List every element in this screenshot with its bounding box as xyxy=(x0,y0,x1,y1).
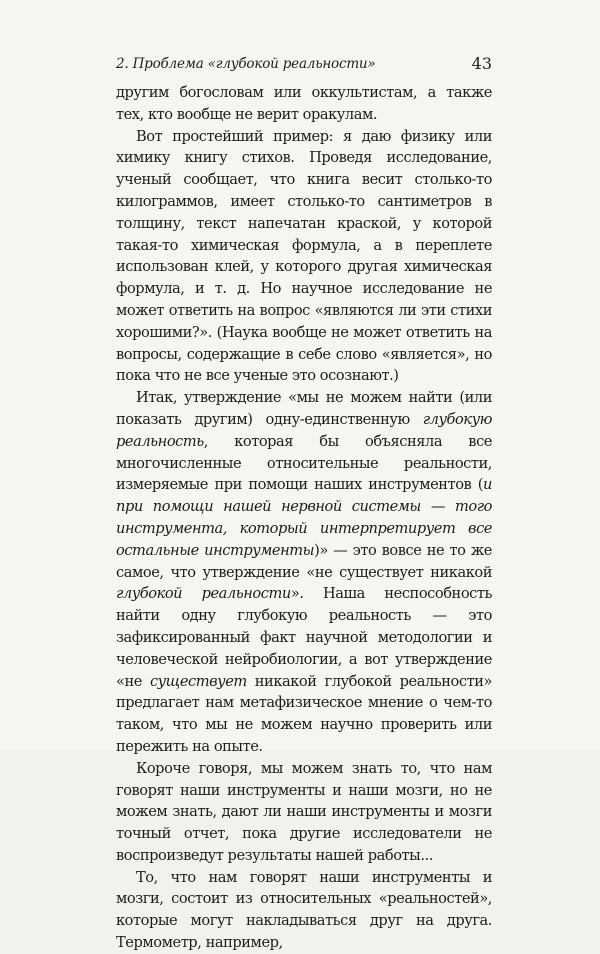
text-segment: Итак, утверждение «мы не можем найти (или показать другим) одну-единственную xyxy=(116,389,492,428)
italic-segment: и при помощи нашей нервной системы — того инструмента, который интерпретирует все остальные инструменты xyxy=(116,476,492,559)
body-text xyxy=(116,82,492,954)
running-title: 2. Проблема «глубокой реальности» xyxy=(116,56,376,72)
text-segment: ». Наша неспособность найти одну глубокую реальность — это зафиксированный факт научной методологии и человеческой нейробиологии, а вот утверждение «не xyxy=(116,585,493,690)
italic-segment: глубокой реальности xyxy=(116,585,291,603)
page-header xyxy=(116,56,492,78)
italic-segment: глубокую реальность xyxy=(116,410,492,450)
text-segment: , которая бы объясняла все многочисленные относительные реальности, измеряемые при помощи наших инструментов ( xyxy=(116,432,492,494)
text-segment: )» — это вовсе не то же самое, что утверждение «не существует никакой xyxy=(116,541,492,581)
page-number: 43 xyxy=(471,54,492,73)
text-segment: никакой глубокой реальности» предлагает нам метафизическое мнение о чем-то таком, что мы не можем научно проверить или пережить на опыте. xyxy=(116,672,492,755)
paragraph-summary: Короче говоря, мы можем знать то, что нам говорят наши инструменты и наши мозги, но не можем знать, дают ли наши инструменты и мозги точный отчет, пока другие исследователи не воспроизведут результаты нашей работы... xyxy=(116,759,492,864)
paragraph-example: Вот простейший пример: я даю физику или химику книгу стихов. Проведя исследование, ученый сообщает, что книга весит столько-то килограммов, имеет столько-то сантиметров в толщину, текст напечатан краской, у которой такая-то химическая формула, а в переплете использован клей, у которого другая химическая формула, и т. д. Но научное исследование не может ответить на вопрос «являются ли эти стихи хорошими?». (Наука вообще не может ответить на вопросы, содержащие в себе слово «является», но пока что не все ученые это осознают.) xyxy=(116,127,492,385)
paragraph-continued: другим богословам или оккультистам, а также тех, кто вообще не верит оракулам. xyxy=(116,84,492,123)
paragraph-deep-reality xyxy=(116,387,492,758)
paragraph-relative-realities: То, что нам говорят наши инструменты и мозги, состоит из относительных «реальностей», которые могут накладываться друг на друга. Термометр, например, xyxy=(116,868,492,952)
italic-segment: существует xyxy=(149,672,247,690)
